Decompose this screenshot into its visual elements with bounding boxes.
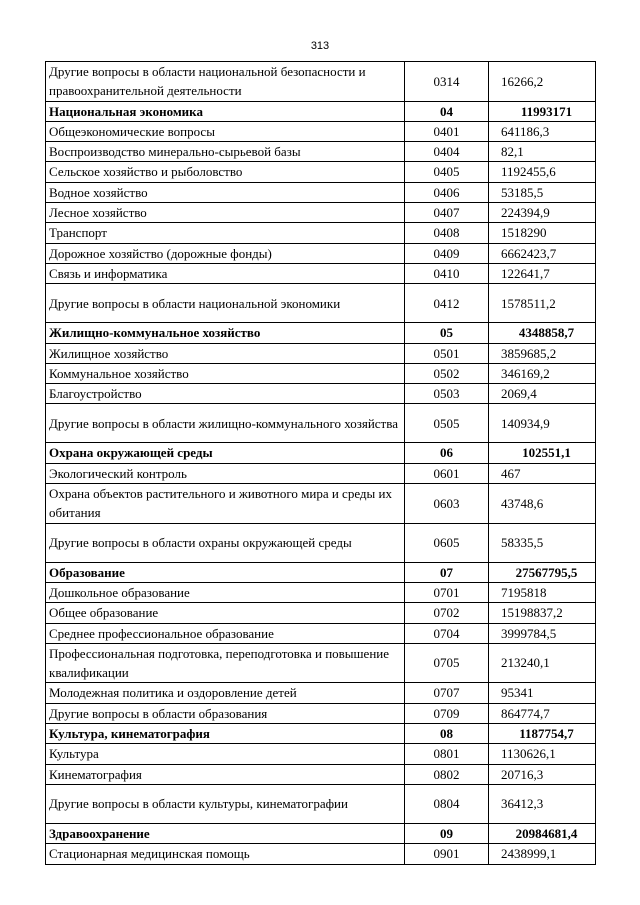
row-name-cell: Охрана объектов растительного и животного мира и среды их обитания xyxy=(46,484,405,524)
table-row xyxy=(46,284,596,323)
table-row xyxy=(46,582,596,602)
row-amount-cell: 864774,7 xyxy=(489,703,596,723)
row-name-cell: Другие вопросы в области национальной экономики xyxy=(46,284,405,323)
table-row xyxy=(46,623,596,643)
row-code-cell: 0410 xyxy=(405,263,489,283)
row-code-cell: 0401 xyxy=(405,121,489,141)
row-code-cell: 0404 xyxy=(405,142,489,162)
row-amount-cell: 346169,2 xyxy=(489,363,596,383)
row-name-cell: Другие вопросы в области жилищно-коммунального хозяйства xyxy=(46,404,405,443)
row-amount-cell: 20984681,4 xyxy=(489,823,596,843)
row-code-cell: 09 xyxy=(405,823,489,843)
row-code-cell: 0405 xyxy=(405,162,489,182)
row-code-cell: 0407 xyxy=(405,203,489,223)
table-row xyxy=(46,203,596,223)
row-amount-cell: 20716,3 xyxy=(489,764,596,784)
table-row xyxy=(46,384,596,404)
row-amount-cell: 213240,1 xyxy=(489,643,596,683)
row-code-cell: 0804 xyxy=(405,784,489,823)
table-row xyxy=(46,62,596,102)
row-code-cell: 0802 xyxy=(405,764,489,784)
row-amount-cell: 11993171 xyxy=(489,101,596,121)
row-amount-cell: 102551,1 xyxy=(489,443,596,463)
table-row xyxy=(46,784,596,823)
row-name-cell: Коммунальное хозяйство xyxy=(46,363,405,383)
row-name-cell: Национальная экономика xyxy=(46,101,405,121)
table-row xyxy=(46,263,596,283)
row-name-cell: Другие вопросы в области образования xyxy=(46,703,405,723)
row-code-cell: 0801 xyxy=(405,744,489,764)
row-amount-cell: 43748,6 xyxy=(489,484,596,524)
row-name-cell: Другие вопросы в области охраны окружающей среды xyxy=(46,523,405,562)
row-name-cell: Среднее профессиональное образование xyxy=(46,623,405,643)
section-row xyxy=(46,562,596,582)
section-row xyxy=(46,323,596,343)
table-row xyxy=(46,523,596,562)
table-row xyxy=(46,243,596,263)
table-row xyxy=(46,162,596,182)
budget-table-body xyxy=(46,62,596,865)
table-row xyxy=(46,404,596,443)
row-amount-cell: 15198837,2 xyxy=(489,603,596,623)
row-amount-cell: 3859685,2 xyxy=(489,343,596,363)
row-amount-cell: 1130626,1 xyxy=(489,744,596,764)
table-row xyxy=(46,142,596,162)
row-name-cell: Водное хозяйство xyxy=(46,182,405,202)
row-amount-cell: 1192455,6 xyxy=(489,162,596,182)
row-code-cell: 0505 xyxy=(405,404,489,443)
row-amount-cell: 95341 xyxy=(489,683,596,703)
row-code-cell: 06 xyxy=(405,443,489,463)
row-name-cell: Лесное хозяйство xyxy=(46,203,405,223)
row-code-cell: 07 xyxy=(405,562,489,582)
row-amount-cell: 82,1 xyxy=(489,142,596,162)
row-code-cell: 0707 xyxy=(405,683,489,703)
table-row xyxy=(46,463,596,483)
row-code-cell: 0702 xyxy=(405,603,489,623)
table-row xyxy=(46,484,596,524)
row-code-cell: 0704 xyxy=(405,623,489,643)
row-amount-cell: 467 xyxy=(489,463,596,483)
row-name-cell: Связь и информатика xyxy=(46,263,405,283)
row-name-cell: Дорожное хозяйство (дорожные фонды) xyxy=(46,243,405,263)
row-code-cell: 0408 xyxy=(405,223,489,243)
row-amount-cell: 58335,5 xyxy=(489,523,596,562)
row-amount-cell: 7195818 xyxy=(489,582,596,602)
table-row xyxy=(46,744,596,764)
row-name-cell: Жилищно-коммунальное хозяйство xyxy=(46,323,405,343)
row-amount-cell: 4348858,7 xyxy=(489,323,596,343)
row-code-cell: 0314 xyxy=(405,62,489,102)
table-row xyxy=(46,603,596,623)
row-amount-cell: 2069,4 xyxy=(489,384,596,404)
row-code-cell: 0501 xyxy=(405,343,489,363)
row-amount-cell: 1187754,7 xyxy=(489,724,596,744)
row-name-cell: Профессиональная подготовка, переподготовка и повышение квалификации xyxy=(46,643,405,683)
row-code-cell: 08 xyxy=(405,724,489,744)
row-name-cell: Другие вопросы в области культуры, кинематографии xyxy=(46,784,405,823)
row-code-cell: 0601 xyxy=(405,463,489,483)
table-row xyxy=(46,223,596,243)
table-row xyxy=(46,643,596,683)
row-amount-cell: 3999784,5 xyxy=(489,623,596,643)
row-amount-cell: 53185,5 xyxy=(489,182,596,202)
row-amount-cell: 6662423,7 xyxy=(489,243,596,263)
row-name-cell: Дошкольное образование xyxy=(46,582,405,602)
row-code-cell: 0901 xyxy=(405,844,489,864)
row-code-cell: 0705 xyxy=(405,643,489,683)
row-code-cell: 0709 xyxy=(405,703,489,723)
row-amount-cell: 122641,7 xyxy=(489,263,596,283)
row-amount-cell: 36412,3 xyxy=(489,784,596,823)
row-code-cell: 0502 xyxy=(405,363,489,383)
table-row xyxy=(46,182,596,202)
row-amount-cell: 1518290 xyxy=(489,223,596,243)
table-row xyxy=(46,683,596,703)
row-amount-cell: 224394,9 xyxy=(489,203,596,223)
row-name-cell: Молодежная политика и оздоровление детей xyxy=(46,683,405,703)
row-name-cell: Воспроизводство минерально-сырьевой базы xyxy=(46,142,405,162)
row-name-cell: Экологический контроль xyxy=(46,463,405,483)
row-name-cell: Общеэкономические вопросы xyxy=(46,121,405,141)
row-code-cell: 0603 xyxy=(405,484,489,524)
table-row xyxy=(46,363,596,383)
row-amount-cell: 641186,3 xyxy=(489,121,596,141)
budget-table xyxy=(45,61,596,865)
row-amount-cell: 140934,9 xyxy=(489,404,596,443)
row-amount-cell: 1578511,2 xyxy=(489,284,596,323)
row-name-cell: Здравоохранение xyxy=(46,823,405,843)
section-row xyxy=(46,443,596,463)
row-code-cell: 0406 xyxy=(405,182,489,202)
row-name-cell: Охрана окружающей среды xyxy=(46,443,405,463)
table-row xyxy=(46,703,596,723)
page-number: 313 xyxy=(310,40,330,52)
table-row xyxy=(46,844,596,864)
row-code-cell: 0701 xyxy=(405,582,489,602)
row-name-cell: Сельское хозяйство и рыболовство xyxy=(46,162,405,182)
row-code-cell: 0605 xyxy=(405,523,489,562)
row-code-cell: 0412 xyxy=(405,284,489,323)
row-amount-cell: 2438999,1 xyxy=(489,844,596,864)
row-name-cell: Благоустройство xyxy=(46,384,405,404)
table-row xyxy=(46,343,596,363)
row-name-cell: Общее образование xyxy=(46,603,405,623)
row-name-cell: Жилищное хозяйство xyxy=(46,343,405,363)
row-code-cell: 0503 xyxy=(405,384,489,404)
row-amount-cell: 16266,2 xyxy=(489,62,596,102)
row-name-cell: Образование xyxy=(46,562,405,582)
row-code-cell: 04 xyxy=(405,101,489,121)
row-code-cell: 05 xyxy=(405,323,489,343)
section-row xyxy=(46,823,596,843)
row-name-cell: Другие вопросы в области национальной безопасности и правоохранительной деятельности xyxy=(46,62,405,102)
row-name-cell: Стационарная медицинская помощь xyxy=(46,844,405,864)
section-row xyxy=(46,724,596,744)
row-code-cell: 0409 xyxy=(405,243,489,263)
row-name-cell: Транспорт xyxy=(46,223,405,243)
row-name-cell: Кинематография xyxy=(46,764,405,784)
section-row xyxy=(46,101,596,121)
row-name-cell: Культура xyxy=(46,744,405,764)
table-row xyxy=(46,121,596,141)
table-row xyxy=(46,764,596,784)
row-name-cell: Культура, кинематография xyxy=(46,724,405,744)
row-amount-cell: 27567795,5 xyxy=(489,562,596,582)
